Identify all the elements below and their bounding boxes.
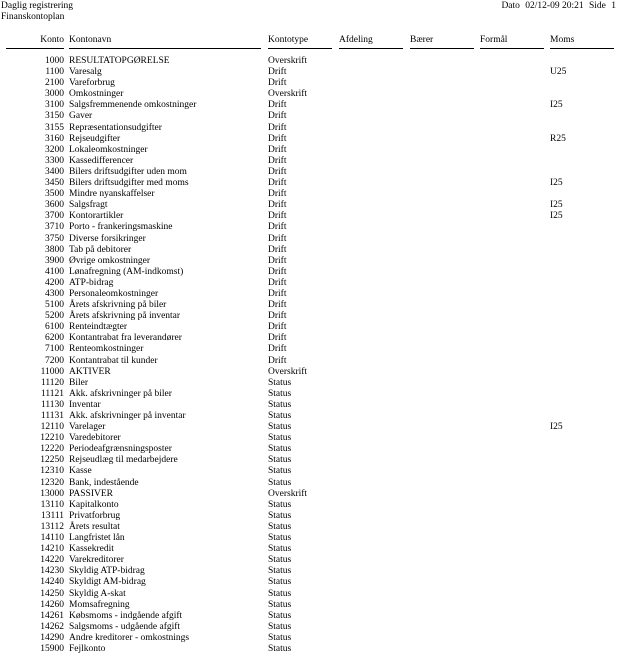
kontonavn-cell: Varekreditorer [69,555,124,566]
table-row [0,134,622,145]
kontonavn-cell: Varedebitorer [69,433,121,444]
date-value: 02/12-09 20:21 [525,1,584,11]
kontonavn-cell: Øvrige omkostninger [69,255,151,266]
table-row [0,600,622,611]
konto-cell: 7100 [45,344,64,355]
kontonavn-cell: Bank, indestående [69,477,139,488]
kontonavn-cell: Langfristet lån [69,533,125,544]
table-row [0,200,622,211]
table-row [0,389,622,400]
col-header-moms: Moms [550,35,575,45]
kontonavn-cell: Rejseudgifter [69,133,121,144]
konto-cell: 1100 [45,67,64,78]
table-row [0,500,622,511]
moms-cell: R25 [550,133,566,144]
col-header-baerer: Bærer [410,35,434,45]
konto-cell: 13000 [40,488,64,499]
kontonavn-cell: Rejseudlæg til medarbejdere [69,455,178,466]
kontotype-cell: Status [268,577,292,588]
table-row [0,367,622,378]
table-row [0,577,622,588]
kontotype-cell: Drift [268,100,287,111]
konto-cell: 3200 [45,144,64,155]
table-row [0,589,622,600]
konto-cell: 3500 [45,189,64,200]
kontotype-cell: Drift [268,211,287,222]
kontonavn-cell: Diverse forsikringer [69,233,146,244]
kontotype-cell: Drift [268,189,287,200]
kontonavn-cell: Akk. afskrivninger på inventar [69,411,186,421]
kontonavn-cell: Skyldig A-skat [69,588,126,599]
kontotype-cell: Drift [268,322,287,333]
konto-cell: 3710 [45,222,64,233]
table-row [0,644,622,655]
kontotype-cell: Drift [268,255,287,266]
kontonavn-cell: Skyldig ATP-bidrag [69,566,145,577]
konto-cell: 11000 [40,366,64,377]
table-row [0,89,622,100]
kontonavn-cell: Porto - frankeringsmaskine [69,222,173,233]
kontonavn-cell: Gaver [69,111,93,122]
kontonavn-cell: Kontorartikler [69,211,124,222]
kontonavn-cell: Årets afskrivning på inventar [69,311,181,322]
kontotype-cell: Status [268,555,292,566]
kontonavn-cell: Periodeafgrænsningsposter [69,444,172,455]
page-number: 1 [611,1,616,11]
kontotype-cell: Drift [268,122,287,133]
konto-cell: 14230 [40,566,64,577]
table-row [0,522,622,533]
konto-cell: 5100 [45,300,64,311]
konto-cell: 11121 [40,388,64,399]
table-row [0,267,622,278]
kontonavn-cell: Årets afskrivning på biler [69,300,167,311]
kontotype-cell: Drift [268,200,287,211]
kontotype-cell: Status [268,477,292,488]
kontotype-cell: Drift [268,244,287,255]
kontonavn-cell: Vareforbrug [69,78,115,89]
table-row [0,333,622,344]
report-subtitle: Finanskontoplan [1,12,65,22]
kontotype-cell: Status [268,521,292,532]
kontonavn-cell: Bilers driftsudgifter uden mom [69,166,187,177]
kontonavn-cell: Skyldigt AM-bidrag [69,577,146,588]
kontonavn-cell: Kontantrabat fra leverandører [69,333,182,344]
moms-cell: I25 [550,200,563,211]
konto-cell: 12250 [40,455,64,466]
table-row [0,633,622,644]
kontonavn-cell: Biler [69,377,88,388]
kontonavn-cell: Lokaleomkostninger [69,144,148,155]
kontotype-cell: Status [268,632,292,643]
kontotype-cell: Drift [268,111,287,122]
report-header [1,1,73,23]
table-row [0,411,622,422]
table-row [0,234,622,245]
konto-cell: 3750 [45,233,64,244]
moms-cell: I25 [550,100,563,111]
table-row [0,622,622,633]
kontonavn-cell: Kassekredit [69,544,114,555]
kontotype-cell: Drift [268,277,287,288]
kontonavn-cell: PASSIVER [69,488,114,499]
table-row [0,289,622,300]
table-row [0,555,622,566]
konto-cell: 3100 [45,100,64,111]
table-row [0,489,622,500]
table-row [0,433,622,444]
konto-cell: 14250 [40,588,64,599]
kontotype-cell: Status [268,610,292,621]
table-row [0,145,622,156]
table-row [0,167,622,178]
kontonavn-cell: Inventar [69,399,101,410]
konto-cell: 3300 [45,155,64,166]
table-row [0,123,622,134]
table-row [0,378,622,389]
kontotype-cell: Drift [268,233,287,244]
konto-cell: 12220 [40,444,64,455]
konto-cell: 3150 [45,111,64,122]
kontonavn-cell: Kapitalkonto [69,499,119,510]
table-row [0,422,622,433]
konto-cell: 6200 [45,333,64,344]
moms-cell: I25 [550,211,563,222]
kontotype-cell: Drift [268,78,287,89]
konto-cell: 1000 [45,56,64,66]
header-underline [339,48,403,49]
konto-cell: 14260 [40,599,64,610]
konto-cell: 12310 [40,466,64,477]
kontotype-cell: Drift [268,133,287,144]
kontotype-cell: Status [268,377,292,388]
kontotype-cell: Status [268,444,292,455]
kontotype-cell: Drift [268,155,287,166]
kontotype-cell: Status [268,544,292,555]
table-row [0,178,622,189]
table-row [0,356,622,367]
table-row [0,278,622,289]
kontonavn-cell: Lønafregning (AM-indkomst) [69,266,184,277]
kontonavn-cell: Andre kreditorer - omkostnings [69,632,190,643]
kontonavn-cell: Varesalg [69,67,102,78]
kontonavn-cell: Akk. afskrivninger på biler [69,388,172,399]
konto-cell: 4300 [45,288,64,299]
konto-cell: 12320 [40,477,64,488]
kontonavn-cell: Salgsfremmenende omkostninger [69,100,197,111]
column-headers [0,35,622,47]
konto-cell: 13111 [40,510,64,521]
kontonavn-cell: Bilers driftsudgifter med moms [69,178,189,189]
konto-cell: 3400 [45,166,64,177]
table-row [0,444,622,455]
kontotype-cell: Drift [268,288,287,299]
kontonavn-cell: Renteindtægter [69,322,128,333]
kontotype-cell: Overskrift [268,366,308,377]
kontonavn-cell: Renteomkostninger [69,344,144,355]
table-row [0,67,622,78]
kontonavn-cell: Kassedifferencer [69,155,134,166]
col-header-afdeling: Afdeling [339,35,373,45]
table-row [0,211,622,222]
kontonavn-cell: Repræsentationsudgifter [69,122,162,133]
konto-cell: 14261 [40,610,64,621]
kontotype-cell: Drift [268,166,287,177]
table-row [0,400,622,411]
konto-cell: 14110 [40,533,64,544]
konto-cell: 3160 [45,133,64,144]
kontotype-cell: Drift [268,355,287,366]
col-header-kontotype: Kontotype [268,35,309,45]
kontotype-cell: Status [268,399,292,410]
konto-cell: 14210 [40,544,64,555]
table-row [0,466,622,477]
konto-cell: 13112 [40,521,64,532]
moms-cell: U25 [550,67,567,78]
kontotype-cell: Drift [268,333,287,344]
konto-cell: 3900 [45,255,64,266]
header-underline [480,48,544,49]
kontotype-cell: Drift [268,300,287,311]
kontotype-cell: Status [268,621,292,632]
table-row [0,511,622,522]
kontotype-cell: Drift [268,344,287,355]
kontotype-cell: Drift [268,222,287,233]
konto-cell: 11130 [40,399,64,410]
konto-cell: 3155 [45,122,64,133]
konto-cell: 6100 [45,322,64,333]
kontonavn-cell: Omkostninger [69,89,124,100]
table-row [0,222,622,233]
table-row [0,566,622,577]
header-underline [550,48,614,49]
moms-cell: I25 [550,422,563,433]
kontonavn-cell: Købsmoms - indgående afgift [69,610,183,621]
page-label: Side [588,1,606,11]
kontonavn-cell: Fejlkonto [69,643,106,654]
kontotype-cell: Drift [268,266,287,277]
konto-cell: 14290 [40,632,64,643]
kontonavn-cell: Kontantrabat til kunder [69,355,158,366]
kontonavn-cell: Varelager [69,422,106,433]
date-label: Dato [501,1,520,11]
table-row [0,544,622,555]
konto-cell: 4100 [45,266,64,277]
konto-cell: 3000 [45,89,64,100]
table-row [0,56,622,67]
kontotype-cell: Status [268,599,292,610]
table-row [0,245,622,256]
konto-cell: 3450 [45,178,64,189]
col-header-konto: Konto [40,35,64,45]
konto-cell: 3800 [45,244,64,255]
header-underline [410,48,474,49]
table-row [0,533,622,544]
kontonavn-cell: Tab på debitorer [69,244,132,255]
konto-cell: 12210 [40,433,64,444]
report-title: Daglig registrering [1,1,74,11]
moms-cell: I25 [550,178,563,189]
kontotype-cell: Drift [268,144,287,155]
header-underline [6,48,64,49]
kontotype-cell: Status [268,411,292,421]
table-row [0,189,622,200]
header-underline [268,48,332,49]
kontotype-cell: Drift [268,178,287,189]
table-row [0,300,622,311]
kontotype-cell: Drift [268,67,287,78]
konto-cell: 11131 [40,411,64,421]
table-row [0,478,622,489]
kontonavn-cell: Kasse [69,466,92,477]
kontonavn-cell: Mindre nyanskaffelser [69,189,155,200]
header-underline [69,48,261,49]
kontotype-cell: Status [268,588,292,599]
kontotype-cell: Status [268,433,292,444]
konto-cell: 5200 [45,311,64,322]
konto-cell: 14240 [40,577,64,588]
table-row [0,322,622,333]
kontotype-cell: Overskrift [268,488,308,499]
kontonavn-cell: Salgsmoms - udgående afgift [69,621,181,632]
konto-cell: 11120 [40,377,64,388]
kontonavn-cell: Personaleomkostninger [69,288,159,299]
col-header-kontonavn: Kontonavn [69,35,112,45]
konto-cell: 15900 [40,643,64,654]
konto-cell: 14262 [40,621,64,632]
table-row [0,111,622,122]
kontonavn-cell: ATP-bidrag [69,277,114,288]
table-row [0,455,622,466]
kontotype-cell: Status [268,422,292,433]
account-list [0,56,622,655]
table-row [0,156,622,167]
konto-cell: 7200 [45,355,64,366]
konto-cell: 13110 [40,499,64,510]
kontonavn-cell: Privatforbrug [69,510,121,521]
table-row [0,100,622,111]
table-row [0,344,622,355]
kontotype-cell: Status [268,566,292,577]
kontonavn-cell: Momsafregning [69,599,130,610]
konto-cell: 3600 [45,200,64,211]
table-row [0,311,622,322]
kontotype-cell: Status [268,643,292,654]
kontonavn-cell: Årets resultat [69,521,120,532]
konto-cell: 4200 [45,277,64,288]
kontonavn-cell: Salgsfragt [69,200,108,211]
kontotype-cell: Status [268,388,292,399]
table-row [0,611,622,622]
konto-cell: 2100 [45,78,64,89]
col-header-formaal: Formål [480,35,508,45]
report-meta [498,1,616,12]
kontotype-cell: Status [268,499,292,510]
konto-cell: 12110 [40,422,64,433]
table-row [0,256,622,267]
kontotype-cell: Overskrift [268,89,308,100]
kontotype-cell: Status [268,455,292,466]
table-row [0,78,622,89]
konto-cell: 14220 [40,555,64,566]
kontonavn-cell: AKTIVER [69,366,111,377]
kontotype-cell: Status [268,510,292,521]
kontotype-cell: Status [268,533,292,544]
konto-cell: 3700 [45,211,64,222]
kontotype-cell: Overskrift [268,56,308,66]
kontotype-cell: Status [268,466,292,477]
kontotype-cell: Drift [268,311,287,322]
kontonavn-cell: RESULTATOPGØRELSE [69,56,170,66]
